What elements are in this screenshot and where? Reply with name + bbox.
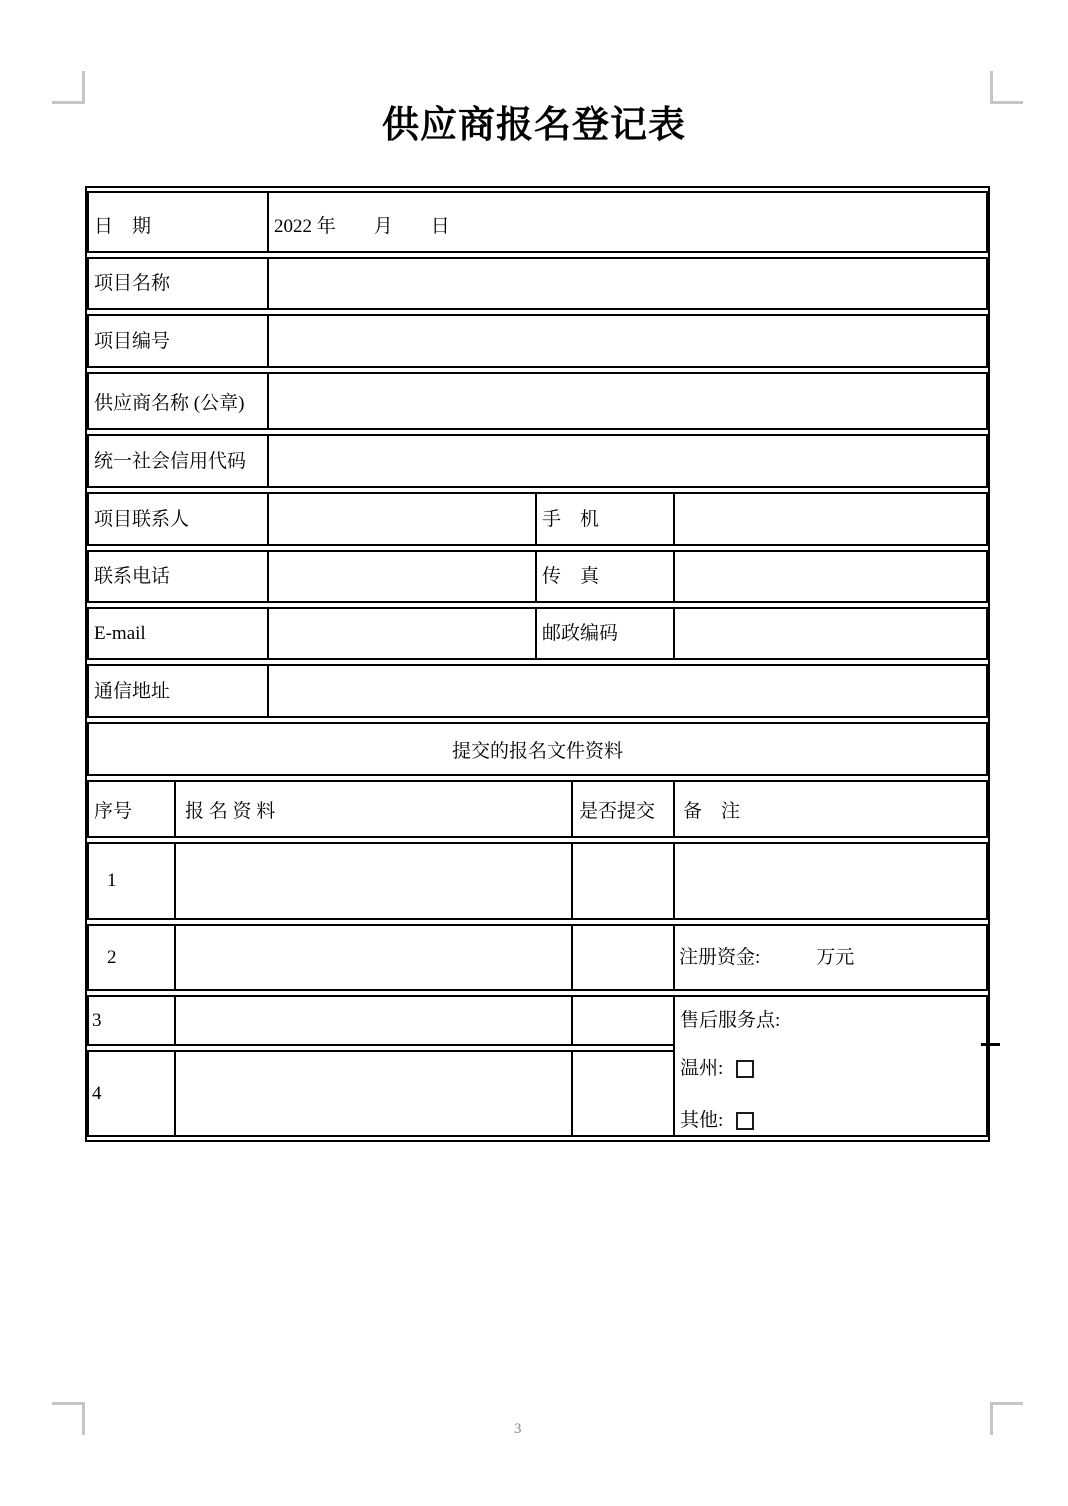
registration-form-table: [85, 186, 990, 1142]
section-header-row: [87, 722, 988, 776]
supplier-name-row: [87, 372, 988, 430]
project-number-label: 项目编号: [87, 314, 269, 368]
email-input[interactable]: [267, 607, 537, 660]
section-title: 提交的报名文件资料: [87, 722, 988, 776]
material-3-input[interactable]: [174, 995, 573, 1046]
email-label: E-mail: [87, 607, 269, 660]
registered-capital-label: 注册资金:: [679, 946, 761, 968]
materials-header-row: [87, 780, 988, 838]
col-header-no: 序号: [87, 780, 176, 838]
col-header-submitted: 是否提交: [571, 780, 675, 838]
date-row: [87, 191, 988, 253]
supplier-name-label: 供应商名称 (公章): [87, 372, 269, 430]
material-1-input[interactable]: [174, 842, 573, 920]
credit-code-row: [87, 434, 988, 488]
page-number: 3: [514, 1421, 522, 1437]
material-2-input[interactable]: [174, 924, 573, 991]
credit-code-input[interactable]: [267, 434, 988, 488]
fax-input[interactable]: [673, 550, 988, 603]
material-1-no: 1: [87, 842, 176, 920]
date-label: 日 期: [87, 191, 269, 253]
project-name-row: [87, 257, 988, 310]
project-name-input[interactable]: [267, 257, 988, 310]
wenzhou-option: [680, 1058, 981, 1080]
row-divider-artifact: [981, 1043, 1000, 1046]
crop-mark-bottom-left-icon: [52, 1402, 85, 1435]
material-2-no: 2: [87, 924, 176, 991]
fax-label: 传 真: [535, 550, 675, 603]
material-2-remark: [673, 924, 988, 991]
other-checkbox[interactable]: [736, 1112, 754, 1130]
material-1-remark-input[interactable]: [673, 842, 988, 920]
project-number-input[interactable]: [267, 314, 988, 368]
wenzhou-checkbox[interactable]: [736, 1060, 754, 1078]
material-4-no: 4: [87, 1050, 176, 1137]
wenzhou-label: 温州:: [680, 1058, 724, 1079]
crop-mark-top-right-icon: [990, 71, 1023, 104]
after-sales-title: 售后服务点:: [680, 1010, 781, 1031]
mobile-input[interactable]: [673, 492, 988, 546]
material-3-no: 3: [87, 995, 176, 1046]
crop-mark-bottom-right-icon: [990, 1402, 1023, 1435]
email-row: [87, 607, 988, 660]
other-label: 其他:: [680, 1110, 724, 1131]
col-header-remark: 备 注: [673, 780, 988, 838]
phone-label: 联系电话: [87, 550, 269, 603]
contact-person-input[interactable]: [267, 492, 537, 546]
project-name-label: 项目名称: [87, 257, 269, 310]
address-row: [87, 664, 988, 718]
registered-capital-unit: 万元: [816, 946, 855, 968]
postcode-label: 邮政编码: [535, 607, 675, 660]
mobile-label: 手 机: [535, 492, 675, 546]
supplier-name-input[interactable]: [267, 372, 988, 430]
material-4-input[interactable]: [174, 1050, 573, 1137]
project-number-row: [87, 314, 988, 368]
material-row-1: [87, 842, 988, 920]
postcode-input[interactable]: [673, 607, 988, 660]
material-1-submitted-input[interactable]: [571, 842, 675, 920]
address-label: 通信地址: [87, 664, 269, 718]
other-option: [680, 1110, 981, 1132]
material-3-submitted-input[interactable]: [571, 995, 675, 1046]
phone-row: [87, 550, 988, 603]
contact-person-row: [87, 492, 988, 546]
material-row-2: [87, 924, 988, 991]
date-input[interactable]: 2022 年 月 日: [267, 191, 988, 253]
phone-input[interactable]: [267, 550, 537, 603]
page-title: 供应商报名登记表: [382, 105, 686, 146]
after-sales-remark-cell: [673, 995, 988, 1137]
crop-mark-top-left-icon: [52, 71, 85, 104]
col-header-material: 报 名 资 料: [174, 780, 573, 838]
credit-code-label: 统一社会信用代码: [87, 434, 269, 488]
material-4-submitted-input[interactable]: [571, 1050, 675, 1137]
material-2-submitted-input[interactable]: [571, 924, 675, 991]
address-input[interactable]: [267, 664, 988, 718]
contact-person-label: 项目联系人: [87, 492, 269, 546]
